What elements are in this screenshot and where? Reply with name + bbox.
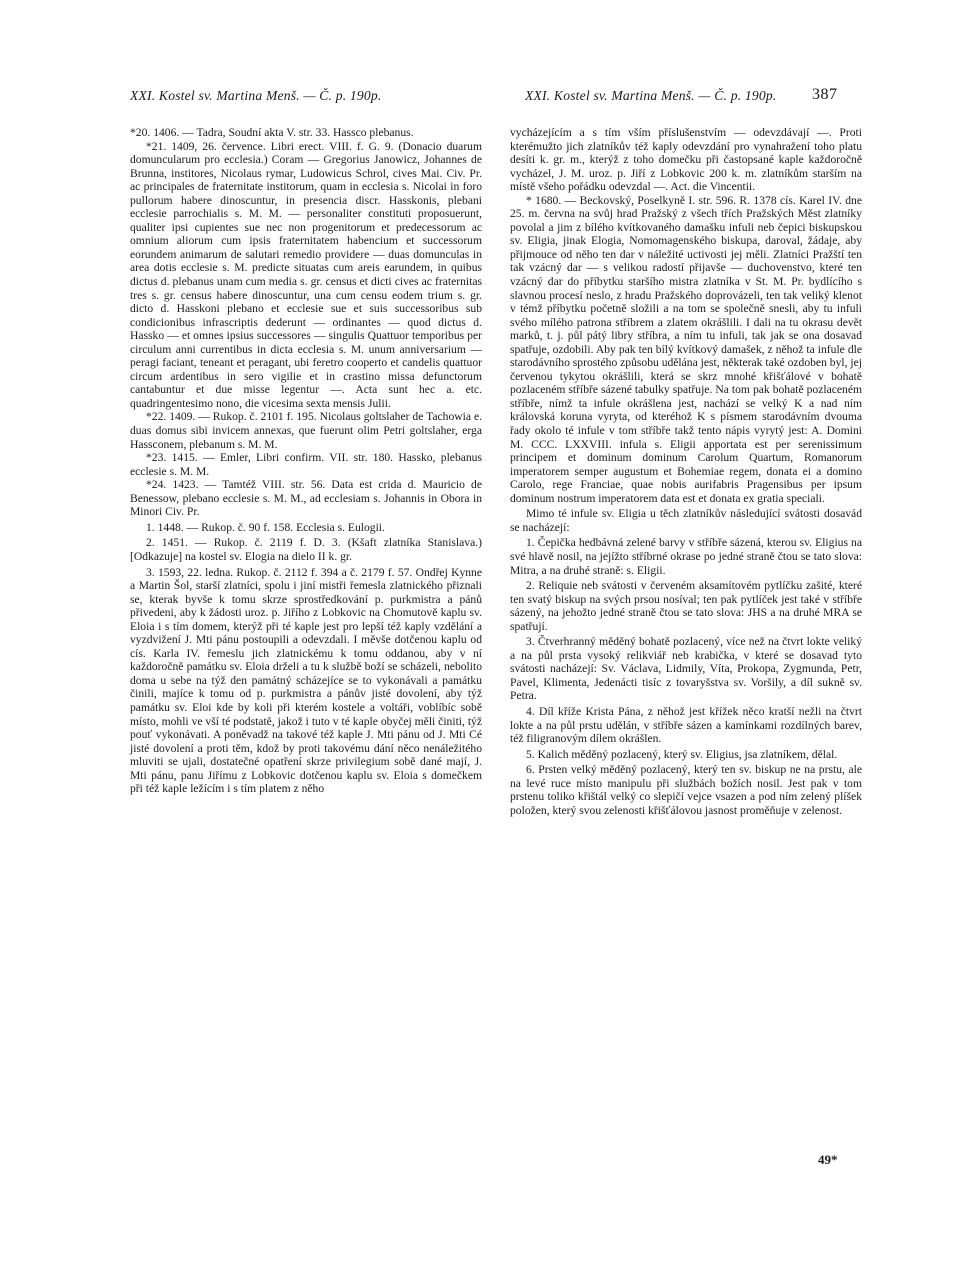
list-item: 2. Reliquie neb svátosti v červeném aksamítovém pytlíčku zašité, které ten svatý biskup na svých prsou nosíval; ten pak pytlíček jest také v stříbře sázený, na jehožto jedné straně čtou se tato slova: JHS a na druhé MRA se spatřují.: [510, 579, 862, 633]
list-item: 4. Díl kříže Krista Pána, z něhož jest křížek něco kratší nežli na čtvrt lokte a na půl prstu udělán, v stříbře sázen a kamínkami rozdílných barev, též filigranovým dílem okrášlen.: [510, 704, 862, 746]
entry-paragraph: *20. 1406. — Tadra, Soudní akta V. str. 33. Hassco plebanus.: [130, 126, 414, 139]
list-item: 6. Prsten velký měděný pozlacený, který ten sv. biskup ne na prstu, ale na levé ruce místo manipulu při službách božích nosil. Jest pak v tom prstenu toliko křištál velký co slepičí vejce vsazen a pod ním zelený plíšek položen, který svou zelenosti křišťálovou jasnost proměňuje v zelenost.: [510, 763, 862, 817]
page-number: 387: [812, 86, 838, 103]
entry-paragraph: *22. 1409. — Rukop. č. 2101 f. 195. Nicolaus goltslaher de Tachowia e. duas domus sibi invicem annexas, que fuerunt olim Petri goltslaher, erga Hassconem, plebanum s. M. M.: [130, 410, 482, 451]
entry-paragraph: *23. 1415. — Emler, Libri confirm. VII. str. 180. Hassko, plebanus ecclesie s. M. M.: [130, 451, 482, 478]
entry-paragraph: *21. 1409, 26. července. Libri erect. VIII. f. G. 9. (Donacio duarum domuncularum pro ecclesia.) Coram — Gregorius Janowicz, Johannes de Brunna, institores, Nicolaus rymar, Ludowicus Schrol, cives Mai. Civ. Pr. ac principales de fraternitate institorum, quam in ecclesia s. Nicolai in foro pullorum habere dinoscuntur, in presencia discr. Hasskonis, plebani ecclesie parrochialis s. M. M. — personaliter constituti proposuerunt, qualiter ipsi cupientes sue nec non progenitorum et predecessorum ac omnium aliorum cum ipsis fraternitatem habencium et successorum eorundem animarum de salutari remedio providere — duas domunculas in area dotis ecclesie s. M. predicte situatas cum areis earundem, in quibus dictus d. plebanus unam cum media s. gr. census et dicti cives ac fraternitas tres s. gr. census habere dinoscuntur, una cum censu eodem trium s. gr. dicto d. Hasskoni plebano et ecclesie sue et suis successoribus sub condicionibus infrascriptis dederunt — ordinantes — quod dictus d. Hassko — et omnes ipsius successores — singulis Quattuor temporibus per circulum anni currentibus in dicta ecclesia s. M. unum anniversarium — peragi faciant, teneant et peragant, ubi feretro cooperto et candelis quattuor circum ardentibus in sero vigilie et in crastino missa defunctorum cantabuntur et due misse legentur —. Acta sunt hec a. etc. quadringentesimo nono, die vicesima sexta mensis Julii.: [130, 139, 482, 410]
entry-paragraph: 1. 1448. — Rukop. č. 90 f. 158. Ecclesia s. Eulogii.: [146, 520, 385, 534]
signature-mark: 49*: [818, 1152, 838, 1167]
entry-paragraph: vycházejícím a s tím vším příslušenstvím — odevzdávají —. Proti kterémužto jich zlatníkův též kaply odevzdání pro vynahražení toho platu desíti k. gr. m., kterýž z toho domečku při častopsané kaple každoročně vycházel, J. M. uroz. p. Jiří z Lobkovic 200 k. m. zlatníkům starším na místě všeho pořádku odevzdal —. Act. die Vincentii.: [510, 126, 862, 194]
entry-paragraph: 3. 1593, 22. ledna. Rukop. č. 2112 f. 394 a č. 2179 f. 57. Ondřej Kynne a Martin Šol, starší zlatníci, spolu i jiní mistři řemesla zlatnického přiznali se, kterak byvše k tomu skrze sprostředkování p. purkmistra a pánů přivedeni, aby k žádosti uroz. p. Jiřího z Lobkovic na Chomutově kaplu sv. Eloia i s tím domem, kterýž při té kaple jest pro lepší též kaply vzdělání a vyzdvižení J. Mti pánu postoupili a odevzdali. I měvše dotčenou kaplu od cís. Karla IV. řemeslu jich zlatnickému k tomu oddanou, aby v ní každoročně památku sv. Eloia drželi a tu k službě boží se scházeli, nebolito doma u sebe na týž den památný scházejíce se to vykonávali a památku činili, majíce k tomu od p. purkmistra a pánův jisté dovolení, aby týž památku sv. Eloi kde by koli při kterém kostele a voltáři, voblíbíc sobě místo, mohli ve vší té podstatě, jakož i tuto v té kaple obyčej měli činiti, týž pouť vykonávati. A poněvadž na takové též kaple J. Mti pánu od J. Mti Cé jisté dovolení a proti těm, kdož by proti takovému dání něco nenáležitého mluviti se ujali, dostatečné opatření skrze privilegium sobě dané mají, J. Mti pánu, panu Jiřímu z Lobkovic dotčenou kaplu sv. Eloia s domečkem při též kaple ležícím i s tím platem z něho: [130, 565, 482, 796]
entry-paragraph: 2. 1451. — Rukop. č. 2119 f. D. 3. (Kšaft zlatníka Stanislava.) [Odkazuje] na kostel sv. Elogia na dielo II k. gr.: [130, 536, 482, 563]
list-item: 3. Čtverhranný měděný bohatě pozlacený, více než na čtvrt lokte veliký a na půl prsta vysoký relikviář neb krabička, v které se dosavad tyto svátosti nacházejí: Sv. Václava, Lidmily, Víta, Prokopa, Zygmunda, Petr, Pavel, Klimenta, Jedenácti tisíc z tovaryšstva sv. Voršily, a díl sukně sv. Petra.: [510, 635, 862, 703]
entry-paragraph: * 1680. — Beckovský, Poselkyně I. str. 596. R. 1378 cís. Karel IV. dne 25. m. června na svůj hrad Pražský z všech třích Pražských Měst zlatníky povolal a jim z bílého kvítkovaného damašku infuli neb čepici biskupskou sv. Eligia, jinak Elogia, Nomomagenského biskupa, daroval, žádaje, aby přijmouce od něho ten dar v náležité uctivosti jej měli. Zlatníci Pražští ten tak vzácný dar — s velikou radostí přijavše — duchovenstvo, které ten vzácný dar do příbytku staršího mistra zlatníka v St. M. Pr. bydlícího s slavnou procesí neslo, z hradu Pražského doprovázeli, ten tak veliký klenot v témž příbytku početně složili a na tom se společně snesli, aby tu infuli svého mílého patrona stříbrem a zlatem okrášlili. I dali na tu okrasu devět marků, t. j. půl pátý libry stříbra, a ním tu infuli, tak jak se ona dosavad spatřuje, ozdobili. Aby pak ten bílý kvítkový damašek, z něhož ta infule dle starodávního sprostého způsobu udělána jest, některak také ozdoben byl, jej červenou tykytou okrášlili, která se skrz mnohé křišťálové v bohatě pozlaceném stříbře sázené tabulky spatřuje. Na tom pak bohatě pozlaceném stříbře, nímž ta infule okrášlena jest, nachází se velký K a nad ním královská koruna vyryta, od kteréhož K s písmem starodávním dvouma řady okolo té infule v tom stříbře takž tento nápis vyrytý jest: A. Domini M. CCC. LXXVIII. infula s. Eligii apportata est per serenissimum principem et dominum dominum Carolum Quartum, Romanorum imperatorem semper augustum et Bohemiae regem, donata ei a domino Carolo, rege Franciae, quae nobis aurifabris Pragensibus per ipsum dominum nostrum imperatorem data est et donata ex gratia speciali.: [510, 193, 862, 505]
left-column: [130, 126, 482, 796]
entry-paragraph: Mimo té infule sv. Eligia u těch zlatníkův následující svátosti dosavád se nacházejí:: [510, 507, 862, 534]
list-item: 5. Kalich měděný pozlacený, který sv. Eligius, jsa zlatníkem, dělal.: [526, 747, 838, 761]
running-header-right: XXI. Kostel sv. Martina Menš. — Č. p. 190p.: [525, 88, 777, 103]
entry-paragraph: *24. 1423. — Tamtéž VIII. str. 56. Data est crida d. Mauricio de Benessow, plebano ecclesie s. M. M., ad ecclesiam s. Johannis in Obora in Minori Civ. Pr.: [130, 478, 482, 519]
right-column: [510, 126, 862, 817]
list-item: 1. Čepička hedbávná zelené barvy v stříbře sázená, kterou sv. Eligius na své hlavě nosil, na jejížto stříbrné okrase po jedné straně čtou se tato slova: Mitra, a na druhé straně: s. Eligii.: [510, 536, 862, 577]
running-header-left: XXI. Kostel sv. Martina Menš. — Č. p. 190p.: [130, 88, 382, 103]
